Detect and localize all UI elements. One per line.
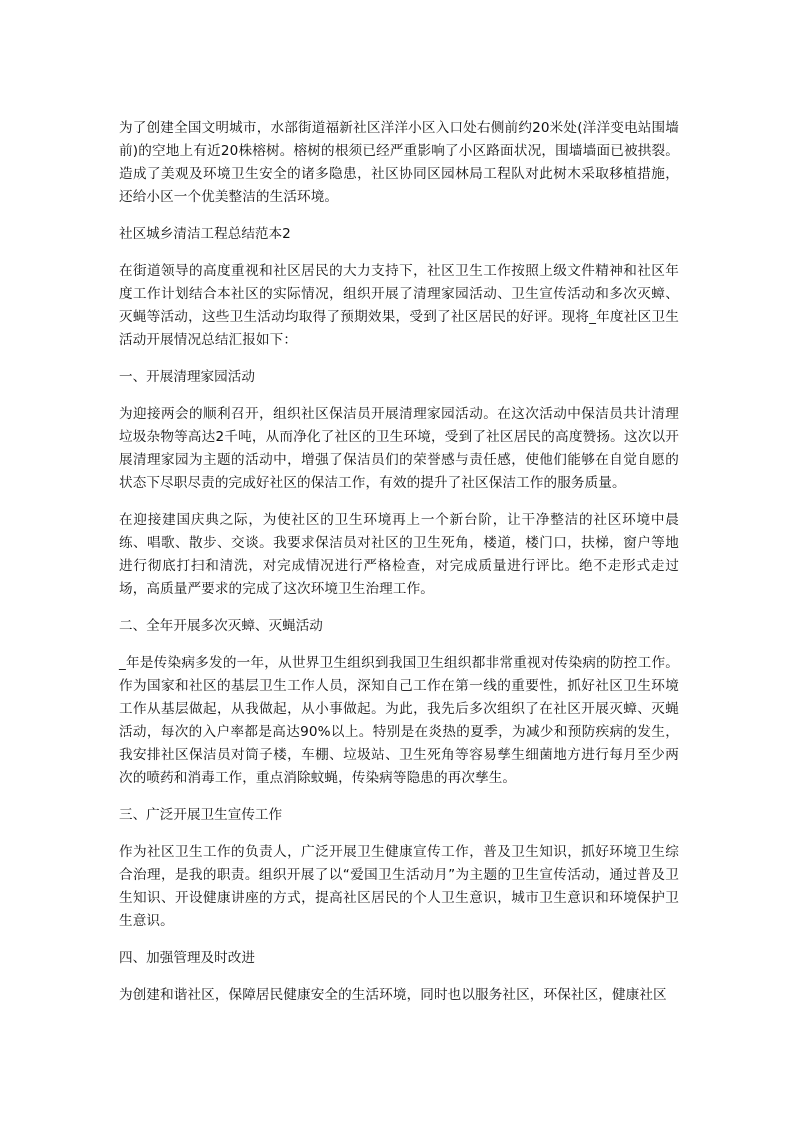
paragraph-section-1a: 为迎接两会的顺利召开，组织社区保洁员开展清理家园活动。在这次活动中保洁员共计清理垃圾杂物等高达2千吨，从而净化了社区的卫生环境，受到了社区居民的高度赞扬。这次以开展清理家园为主题的活动中，增强了保洁员们的荣誉感与责任感，使他们能够在自觉自愿的状态下尽职尽责的完成好社区的保洁工作，有效的提升了社区保洁工作的服务质量。: [119, 406, 679, 491]
paragraph-section-4: 为创建和谐社区，保障居民健康安全的生活环境，同时也以服务社区，环保社区，健康社区: [119, 987, 667, 1003]
heading-section-4: 四、加强管理及时改进: [119, 950, 255, 966]
paragraph-summary: 在街道领导的高度重视和社区居民的大力支持下，社区卫生工作按照上级文件精神和社区年度工作计划结合本社区的实际情况，组织开展了清理家园活动、卫生宣传活动和多次灭蟑、灭蝇等活动，这些卫生活动均取得了预期效果，受到了社区居民的好评。现将_年度社区卫生活动开展情况总结汇报如下：: [119, 263, 679, 348]
paragraph-section-1b: 在迎接建国庆典之际，为使社区的卫生环境再上一个新台阶，让干净整洁的社区环境中晨练、唱歌、散步、交谈。我要求保洁员对社区的卫生死角，楼道，楼门口，扶梯，窗户等地进行彻底打扫和清洗，对完成情况进行严格检查，对完成质量进行评比。绝不走形式走过场，高质量严要求的完成了这次环境卫生治理工作。: [119, 512, 679, 597]
heading-section-1: 一、开展清理家园活动: [119, 369, 255, 385]
section-title: 社区城乡清洁工程总结范本2: [119, 226, 291, 242]
heading-section-3: 三、广泛开展卫生宣传工作: [119, 807, 283, 823]
paragraph-intro: 为了创建全国文明城市，水部街道福新社区洋洋小区入口处右侧前约20米处(洋洋变电站围墙前)的空地上有近20株榕树。榕树的根须已经严重影响了小区路面状况，围墙墙面已被拱裂。造成了美观及环境卫生安全的诸多隐患，社区协同区园林局工程队对此树木采取移植措施，还给小区一个优美整洁的生活环境。: [119, 120, 679, 205]
heading-section-2: 二、全年开展多次灭蟑、灭蝇活动: [119, 618, 323, 634]
paragraph-section-3: 作为社区卫生工作的负责人，广泛开展卫生健康宣传工作，普及卫生知识，抓好环境卫生综合治理，是我的职责。组织开展了以“爱国卫生活动月”为主题的卫生宣传活动，通过普及卫生知识、开设健康讲座的方式，提高社区居民的个人卫生意识，城市卫生意识和环境保护卫生意识。: [119, 844, 679, 929]
paragraph-section-2: _年是传染病多发的一年，从世界卫生组织到我国卫生组织都非常重视对传染病的防控工作。作为国家和社区的基层卫生工作人员，深知自己工作在第一线的重要性，抓好社区卫生环境工作从基层做起，从我做起，从小事做起。为此，我先后多次组织了在社区开展灭蟑、灭蝇活动，每次的入户率都是高达90%以上。特别是在炎热的夏季，为减少和预防疾病的发生，我安排社区保洁员对筒子楼，车棚、垃圾站、卫生死角等容易孳生细菌地方进行每月至少两次的喷药和消毒工作，重点消除蚊蝇，传染病等隐患的再次孳生。: [119, 655, 679, 786]
document-page: [119, 117, 679, 1007]
